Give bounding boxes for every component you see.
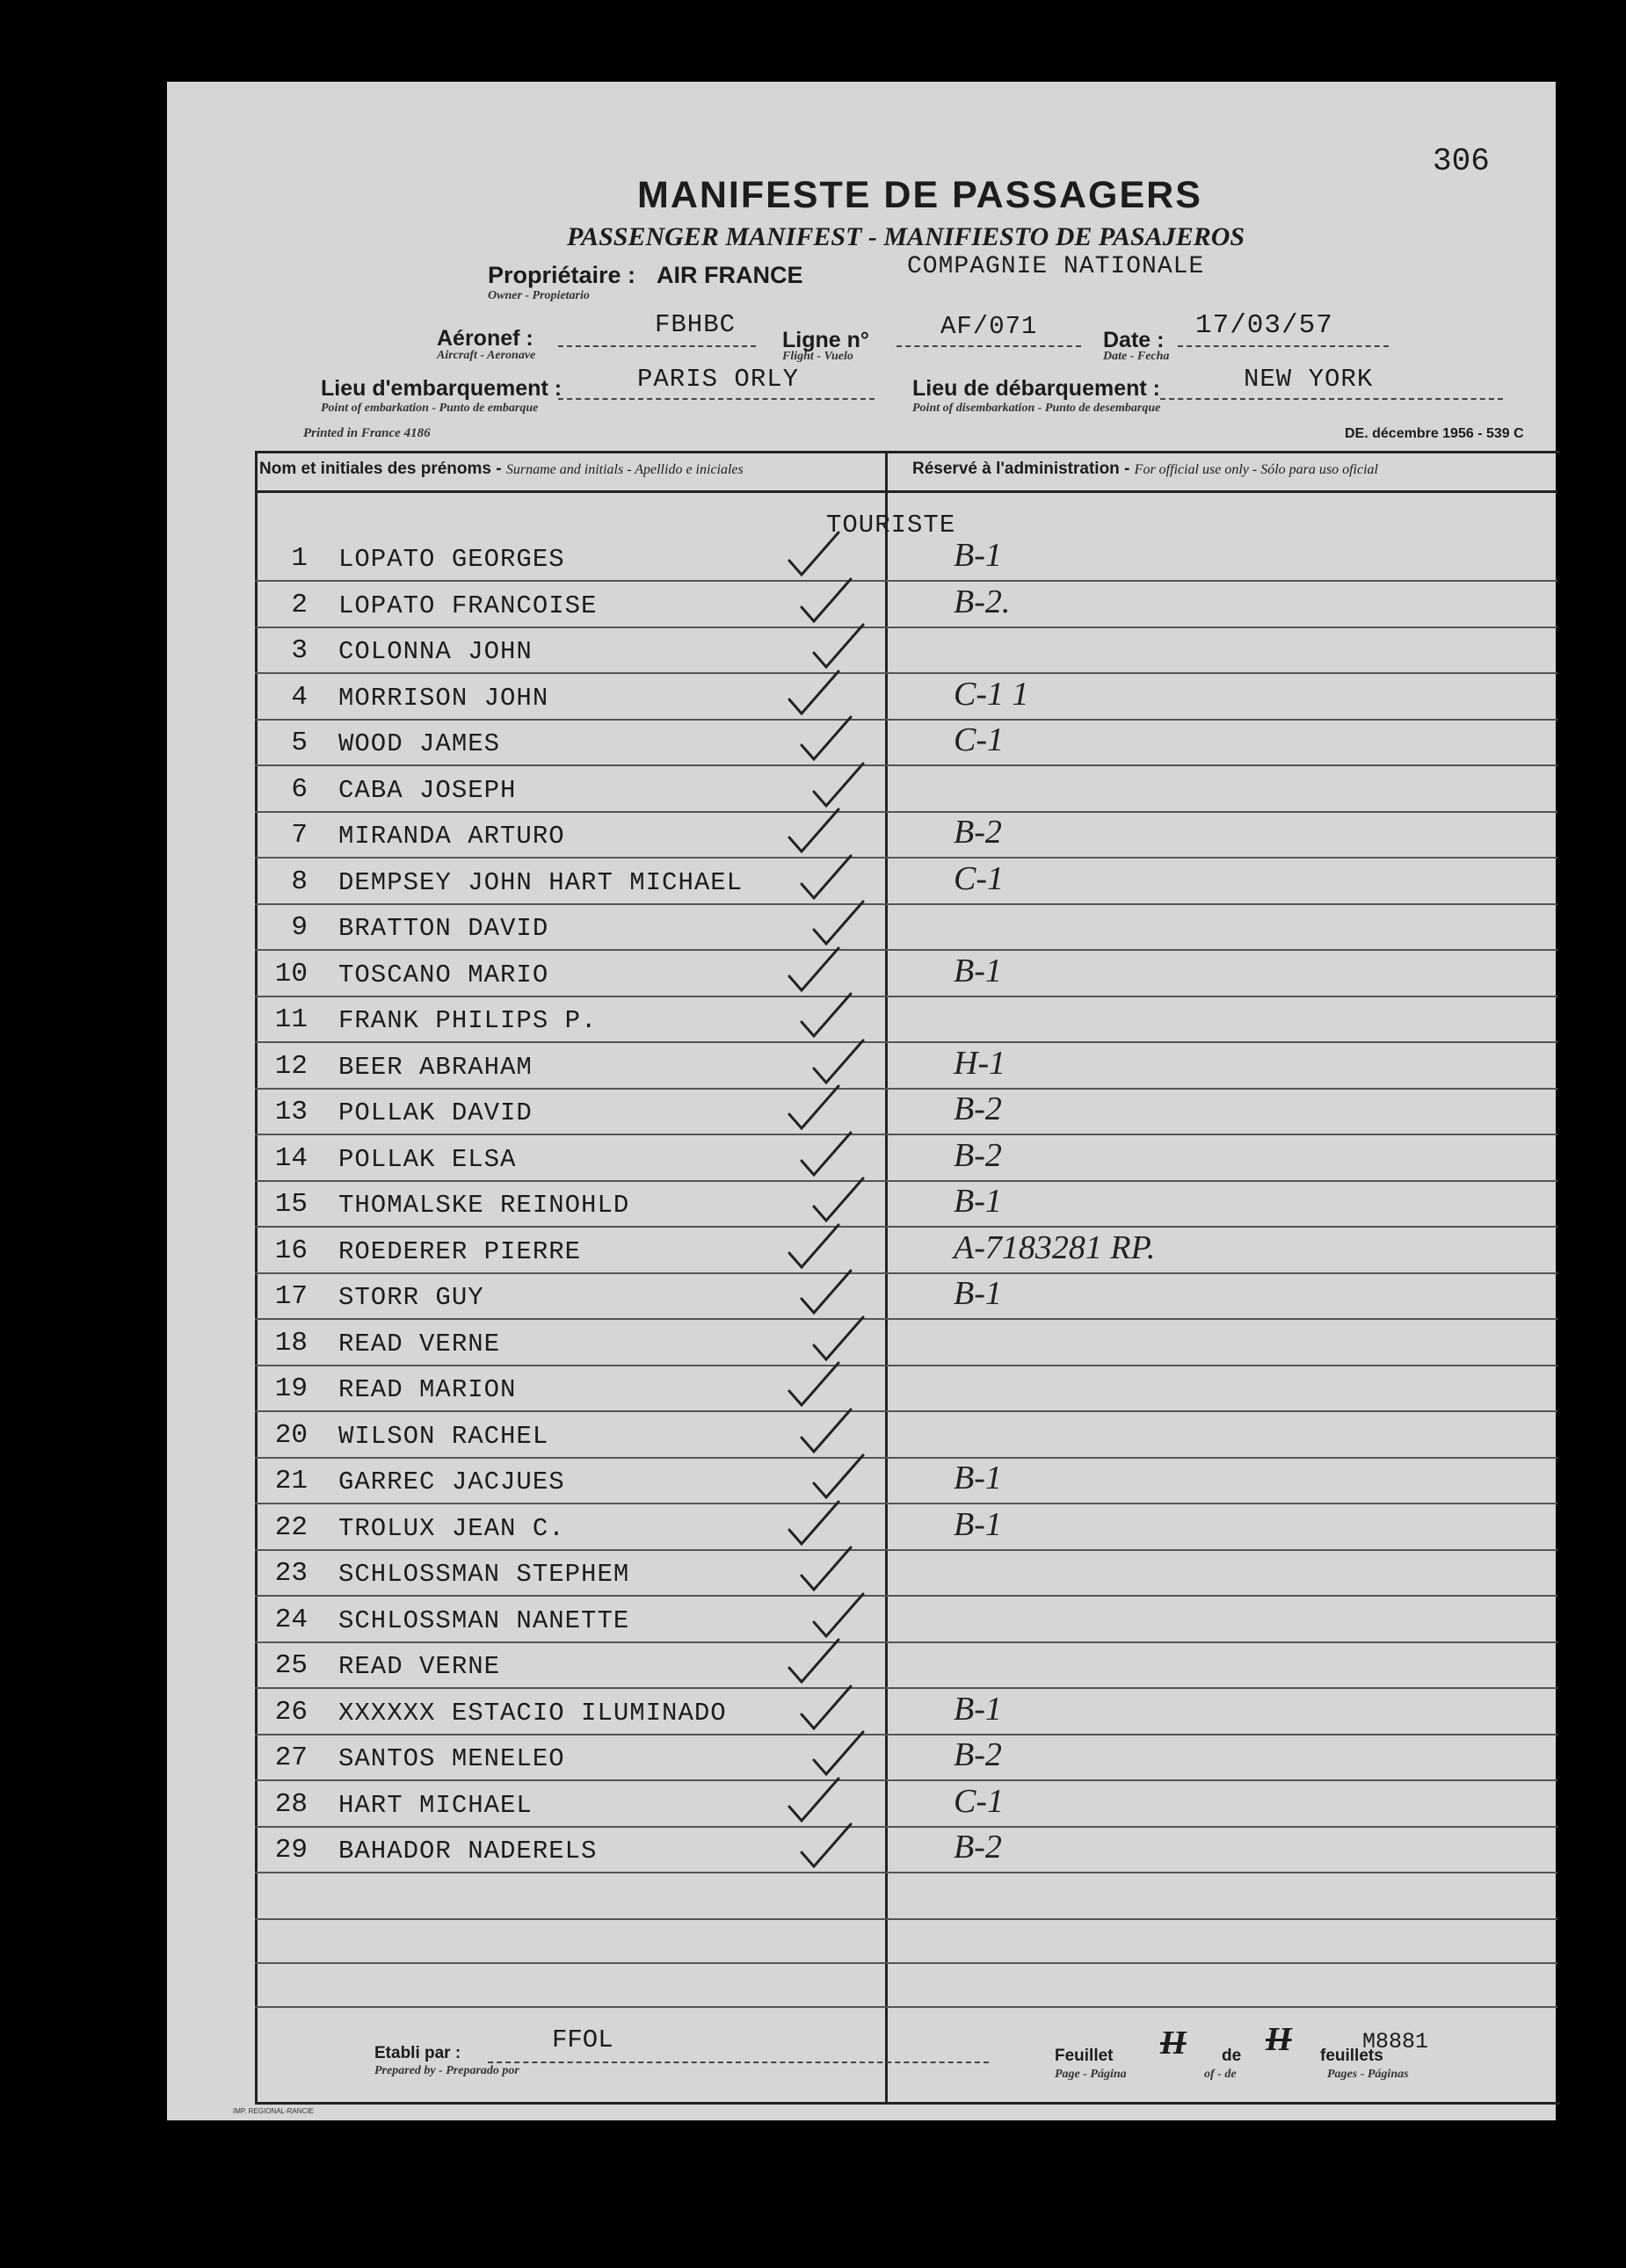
row-number: 24 [274,1604,308,1635]
row-rule [255,1180,1557,1182]
check-mark-icon [795,989,856,1041]
passenger-name: READ VERNE [338,1329,501,1359]
flight-label: Ligne n° [782,328,869,352]
official-note: B-1 [954,537,1002,574]
row-number: 14 [274,1142,308,1174]
passenger-name: TROLUX JEAN C. [338,1513,565,1543]
sheet-number: II [1160,2025,1187,2061]
aircraft-line [558,345,756,347]
check-mark-icon [782,666,844,719]
passenger-name: CABA JOSEPH [338,775,517,805]
aircraft-label: Aéronef : [437,326,534,351]
check-mark-icon [807,1727,868,1779]
row-number: 2 [291,589,308,620]
check-mark-icon [807,1450,868,1503]
check-mark-icon [795,1542,856,1595]
check-mark-icon [795,851,856,903]
official-note: A-7183281 RP. [954,1228,1156,1266]
official-note: B-2 [954,1736,1002,1773]
check-mark-icon [795,712,856,764]
row-rule [255,1272,1557,1274]
check-mark-icon [807,1173,868,1226]
embarkation-value: PARIS ORLY [637,365,800,394]
check-mark-icon [807,1589,868,1641]
official-note: C-1 [954,1782,1004,1820]
row-number: 19 [274,1373,308,1404]
row-number: 26 [274,1696,308,1728]
flight-label-en-es: Flight - Vuelo [782,350,853,363]
pages-label-en-es: Pages - Páginas [1327,2068,1409,2081]
row-number: 27 [274,1743,308,1773]
passenger-name: BRATTON DAVID [338,914,549,943]
manifest-sheet [167,82,1556,2120]
of-label-en-es: of - de [1204,2068,1237,2081]
official-note: B-1 [954,952,1002,989]
row-number: 17 [274,1281,308,1312]
row-rule [255,1549,1557,1551]
row-number: 18 [274,1327,308,1359]
row-rule [255,764,1557,766]
row-number: 10 [274,958,308,989]
row-rule [255,1734,1557,1735]
disembarkation-label-en-es: Point of disembarkation - Punto de desembarque [912,402,1161,415]
row-number: 11 [274,1004,308,1035]
check-mark-icon [782,1358,844,1410]
passenger-name: ROEDERER PIERRE [338,1236,582,1266]
printed-note: Printed in France 4186 [303,426,431,440]
date-label-en-es: Date - Fecha [1103,350,1170,363]
row-number: 21 [274,1466,308,1496]
sheet-label: Feuillet [1055,2047,1114,2065]
passenger-name: WOOD JAMES [338,729,501,758]
date-value: 17/03/57 [1195,310,1333,341]
passenger-name: POLLAK ELSA [338,1144,517,1174]
check-mark-icon [782,1081,844,1134]
row-number: 23 [274,1558,308,1589]
row-rule [255,2006,1557,2008]
row-number: 16 [274,1235,308,1266]
passenger-name: COLONNA JOHN [338,637,533,666]
check-mark-icon [795,1681,856,1734]
aircraft-label-en-es: Aircraft - Aeronave [437,349,536,362]
passenger-name: STORR GUY [338,1283,484,1312]
passenger-name: MIRANDA ARTURO [338,822,565,851]
row-rule [255,1457,1557,1459]
row-number: 29 [274,1835,308,1866]
row-rule [255,1779,1557,1781]
passenger-name: TOSCANO MARIO [338,960,549,989]
row-rule [255,1088,1557,1090]
passenger-name: READ MARION [338,1375,517,1404]
row-rule [255,1134,1557,1135]
passenger-name: HART MICHAEL [338,1790,533,1820]
row-rule [255,1826,1557,1828]
check-mark-icon [807,758,868,811]
row-rule [255,903,1557,905]
row-rule [255,1872,1557,1873]
official-note: B-1 [954,1183,1002,1220]
passenger-name: LOPATO GEORGES [338,545,565,574]
row-rule [255,857,1557,859]
check-mark-icon [795,574,856,627]
row-number: 28 [274,1788,308,1820]
disembarkation-label: Lieu de débarquement : [912,376,1160,401]
passenger-name: READ VERNE [338,1652,501,1681]
row-rule [255,1595,1557,1597]
table-header-rule [255,490,1557,493]
prepared-label: Etabli par : [374,2044,461,2062]
passenger-name: THOMALSKE REINOHLD [338,1191,630,1220]
row-number: 13 [274,1097,308,1127]
official-note: H-1 [954,1044,1006,1082]
official-note: B-2 [954,814,1002,851]
of-label: de [1222,2047,1242,2065]
official-note: B-1 [954,1690,1002,1728]
row-rule [255,627,1557,628]
check-mark-icon [807,1035,868,1088]
row-number: 9 [291,912,308,943]
passenger-name: SANTOS MENELEO [338,1744,565,1773]
check-mark-icon [795,1404,856,1457]
row-rule [255,580,1557,582]
passenger-name: SCHLOSSMAN STEPHEM [338,1560,630,1589]
row-number: 25 [274,1650,308,1681]
manifest-title: MANIFESTE DE PASSAGERS [637,174,1202,216]
embarkation-line [558,398,875,400]
check-mark-icon [795,1127,856,1180]
row-number: 22 [274,1511,308,1543]
owner-label-en-es: Owner - Propietario [488,289,590,302]
page-number: 306 [1433,143,1490,179]
check-mark-icon [782,1773,844,1826]
official-note: B-2 [954,1829,1002,1866]
row-rule [255,811,1557,813]
prepared-label-en-es: Prepared by - Preparado por [374,2064,519,2077]
left-column-header: Nom et initiales des prénoms - Surname and initials - Apellido e iniciales [259,460,744,478]
passenger-name: XXXXXX ESTACIO ILUMINADO [338,1698,727,1728]
passenger-name: POLLAK DAVID [338,1098,533,1127]
passenger-name: BAHADOR NADERELS [338,1837,598,1866]
row-number: 12 [274,1050,308,1082]
row-number: 15 [274,1189,308,1220]
check-mark-icon [795,1265,856,1318]
passenger-name: LOPATO FRANCOISE [338,591,598,620]
passenger-name: FRANK PHILIPS P. [338,1006,598,1035]
row-number: 20 [274,1419,308,1451]
official-note: B-1 [954,1275,1002,1312]
date-label: Date : [1103,328,1165,352]
check-mark-icon [782,527,844,580]
date-line [1178,345,1389,347]
row-rule [255,949,1557,951]
check-mark-icon [782,1634,844,1687]
owner-label: Propriétaire : [488,262,636,288]
row-number: 6 [291,773,308,805]
row-rule [255,1365,1557,1366]
prepared-value: FFOL [552,2025,613,2054]
passenger-name: WILSON RACHEL [338,1421,549,1451]
check-mark-icon [782,1220,844,1272]
stamp-number: M8881 [1362,2029,1429,2054]
prepared-line [488,2061,989,2063]
row-rule [255,672,1557,674]
row-number: 5 [291,728,308,758]
owner-extra: COMPAGNIE NATIONALE [907,253,1205,280]
row-number: 3 [291,635,308,666]
row-rule [255,1918,1557,1920]
row-rule [255,719,1557,721]
pages-label: feuillets [1320,2047,1383,2065]
row-rule [255,996,1557,997]
row-rule [255,1687,1557,1689]
table-column-divider [885,451,888,2102]
passenger-name: MORRISON JOHN [338,683,549,713]
right-column-header: Réservé à l'administration - For official use only - Sólo para uso oficial [912,460,1378,478]
official-note: C-1 [954,859,1004,897]
embarkation-label-en-es: Point of embarkation - Punto de embarque [321,402,539,415]
official-note: B-2 [954,1091,1002,1127]
official-note: B-2. [954,583,1011,620]
official-note: B-1 [954,1505,1002,1543]
check-mark-icon [782,804,844,857]
disembarkation-value: NEW YORK [1244,365,1374,394]
sheet-label-en-es: Page - Página [1055,2068,1127,2081]
row-number: 8 [291,866,308,897]
disembarkation-line [1160,398,1503,400]
row-rule [255,1503,1557,1504]
row-rule [255,1410,1557,1412]
official-note: C-1 [954,721,1004,758]
flight-line [896,345,1081,347]
row-rule [255,1226,1557,1228]
aircraft-value: FBHBC [655,310,737,339]
row-rule [255,1041,1557,1043]
check-mark-icon [782,943,844,996]
passenger-name: SCHLOSSMAN NANETTE [338,1605,630,1635]
printer-mark: IMP. REGIONAL-RANCIE [233,2107,314,2115]
passenger-name: DEMPSEY JOHN HART MICHAEL [338,867,744,897]
row-number: 4 [291,681,308,713]
embarkation-label: Lieu d'embarquement : [321,376,563,401]
official-note: C-1 1 [954,675,1029,713]
class-label: TOURISTE [826,511,956,540]
check-mark-icon [807,896,868,949]
official-note: B-2 [954,1136,1002,1174]
passenger-name: GARREC JACJUES [338,1467,565,1496]
owner-value: AIR FRANCE [657,262,803,288]
check-mark-icon [782,1496,844,1549]
check-mark-icon [807,620,868,672]
check-mark-icon [795,1819,856,1872]
row-rule [255,1318,1557,1320]
row-rule [255,1962,1557,1964]
passenger-name: BEER ABRAHAM [338,1052,533,1082]
check-mark-icon [807,1312,868,1365]
print-ref: DE. décembre 1956 - 539 C [1345,426,1524,441]
sheet-total: II [1266,2021,1292,2058]
row-rule [255,1641,1557,1643]
row-number: 7 [291,820,308,851]
manifest-subtitle: PASSENGER MANIFEST - MANIFIESTO DE PASAJEROS [567,222,1245,251]
official-note: B-1 [954,1460,1002,1496]
row-number: 1 [291,543,308,574]
flight-value: AF/071 [940,312,1038,341]
